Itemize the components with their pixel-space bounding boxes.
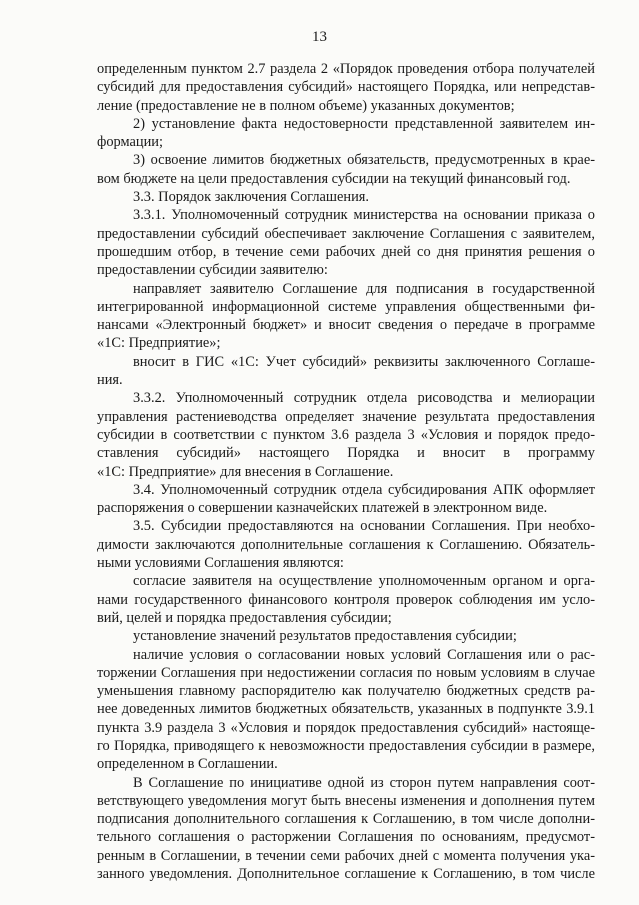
text-line: занного уведомления. Дополнительное соглашение к Соглашению, в том числе: [97, 866, 595, 883]
text-line: нее доведенных лимитов бюджетных обязательств, указанных в подпункте 3.9.1: [97, 701, 595, 718]
text-line: интегрированной информационной системе управления общественными фи-: [97, 298, 595, 315]
text-line: распоряжения о совершении казначейских платежей в электронном виде.: [97, 500, 548, 517]
text-line: управления растениеводства определяет значение результата предоставления: [97, 408, 595, 425]
text-line: согласие заявителя на осуществление уполномоченным органом и орга-: [133, 573, 595, 590]
text-line: уменьшения главному распорядителю как получателю бюджетных средств ра-: [97, 683, 595, 700]
text-line: 3.5. Субсидии предоставляются на основании Соглашения. При необхо-: [133, 518, 595, 535]
text-line: вий, целей и порядка предоставления субсидии;: [97, 609, 392, 626]
text-line: определенном в Соглашении.: [97, 756, 278, 773]
text-line: нами государственного финансового контроля проверок соблюдения им усло-: [97, 591, 595, 608]
document-body: [97, 60, 595, 883]
text-line: прошедшим отбор, в течение семи рабочих дней со дня принятия решения о: [97, 243, 595, 260]
text-line: формации;: [97, 134, 163, 151]
text-line: предоставлении субсидии заявителю:: [97, 262, 328, 279]
text-line: тельного соглашения о расторжении Соглашения по основаниям, предусмот-: [97, 829, 595, 846]
text-line: 3.4. Уполномоченный сотрудник отдела субсидирования АПК оформляет: [133, 481, 595, 498]
text-line: определенным пунктом 2.7 раздела 2 «Порядок проведения отбора получателей: [97, 61, 595, 77]
text-line: субсидии в соответствии с пунктом 3.6 раздела 3 «Условия и порядок предо-: [97, 426, 595, 443]
text-line: ния.: [97, 372, 123, 389]
text-line: нансами «Электронный бюджет» и вносит сведения о передаче в программе: [97, 317, 595, 334]
text-line: торжении Соглашения при недостижении согласия по новым условиям в случае: [97, 664, 595, 681]
text-line: ными условиями Соглашения являются:: [97, 555, 344, 572]
text-line: В Соглашение по инициативе одной из сторон путем направления соот-: [133, 774, 595, 791]
text-line: пункта 3.9 раздела 3 «Условия и порядок предоставления субсидий» настояще-: [97, 719, 595, 736]
text-line: 2) установление факта недостоверности представленной заявителем ин-: [133, 115, 595, 132]
text-line: 3) освоение лимитов бюджетных обязательств, предусмотренных в крае-: [133, 152, 595, 169]
text-line: вом бюджете на цели предоставления субсидии на текущий финансовый год.: [97, 170, 571, 187]
text-line: наличие условия о согласовании новых условий Соглашения или о рас-: [133, 646, 595, 663]
text-line: «1С: Предприятие»;: [97, 335, 221, 352]
text-line: ветствующего уведомления могут быть внесены изменения и дополнения путем: [97, 792, 595, 809]
text-line: вносит в ГИС «1С: Учет субсидий» реквизиты заключенного Соглаше-: [133, 353, 595, 370]
text-line: го Порядка, приводящего к невозможности предоставления субсидии в размере,: [97, 737, 595, 754]
text-line: установление значений результатов предоставления субсидии;: [133, 628, 517, 645]
text-line: ление (предоставление не в полном объеме) указанных документов;: [97, 97, 515, 114]
text-line: ставления субсидий» настоящего Порядка и вносит в программу: [97, 445, 595, 462]
text-line: 3.3.2. Уполномоченный сотрудник отдела рисоводства и мелиорации: [133, 390, 595, 407]
page-number: 13: [312, 29, 327, 45]
text-line: подписания дополнительного соглашения к Соглашению, в том числе дополни-: [97, 811, 595, 828]
text-line: «1С: Предприятие» для внесения в Соглашение.: [97, 463, 394, 480]
text-line: ренным в Соглашении, в течении семи рабочих дней с момента получения ука-: [97, 847, 595, 864]
text-line: 3.3.1. Уполномоченный сотрудник министерства на основании приказа о: [133, 207, 595, 224]
text-line: димости заключаются дополнительные соглашения к Соглашению. Обязатель-: [97, 536, 595, 553]
text-line: субсидий для предоставления субсидий» настоящего Порядка, или непредстав-: [97, 79, 595, 96]
text-line: 3.3. Порядок заключения Соглашения.: [133, 189, 370, 206]
text-line: направляет заявителю Соглашение для подписания в государственной: [133, 280, 595, 297]
text-line: предоставлении субсидий обеспечивает заключение Соглашения с заявителем,: [97, 225, 595, 242]
